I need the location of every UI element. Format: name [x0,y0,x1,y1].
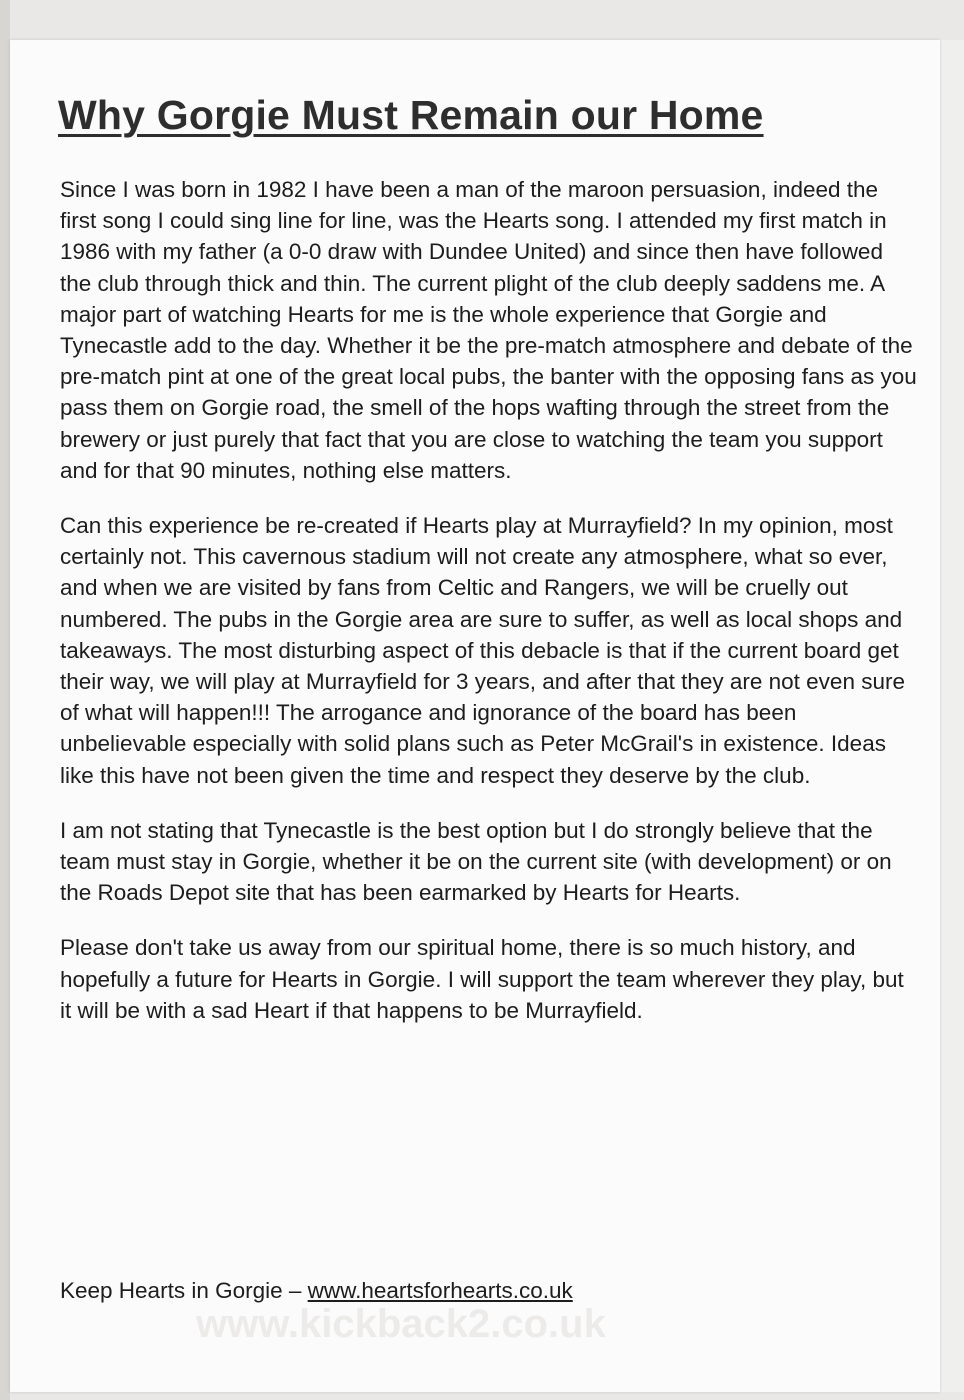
footer-line [60,1278,573,1304]
article-title: Why Gorgie Must Remain our Home [58,92,764,138]
paragraph-2: Can this experience be re-created if Hearts play at Murrayfield? In my opinion, most certainly not. This cavernous stadium will not create any atmosphere, what so ever, and when we are visited by fans from Celtic and Rangers, we will be cruelly out numbered. The pubs in the Gorgie area are sure to suffer, as well as local shops and takeaways. The most disturbing aspect of this debacle is that if the current board get their way, we will play at Murrayfield for 3 years, and after that they are not even sure of what will happen!!! The arrogance and ignorance of the board has been unbelievable especially with solid plans such as Peter McGrail's in existence. Ideas like this have not been given the time and respect they deserve by the club. [60,513,905,788]
website-link[interactable]: www.heartsforhearts.co.uk [307,1278,573,1303]
paragraph-4: Please don't take us away from our spiritual home, there is so much history, and hopefully a future for Hearts in Gorgie. I will support the team wherever they play, but it will be with a sad Heart if that happens to be Murrayfield. [60,935,904,1023]
show-through-text: www.kickback2.co.uk [196,1302,606,1346]
paragraph-3: I am not stating that Tynecastle is the best option but I do strongly believe that the team must stay in Gorgie, whether it be on the current site (with development) or on the Roads Depot site that has been earmarked by Hearts for Hearts. [60,817,892,906]
paragraph-1: Since I was born in 1982 I have been a man of the maroon persuasion, indeed the first song I could sing line for line, was the Hearts song. I attended my first match in 1986 with my father (a 0-0 draw with Dundee United) and since then have followed the club through thick and thin. The current plight of the club deeply saddens me. A major part of watching Hearts for me is the whole experience that Gorgie and Tynecastle add to the day. Whether it be the pre-match atmosphere and debate of the pre-match pint at one of the great local pubs, the banter with the opposing fans as you pass them on Gorgie road, the smell of the hops wafting through the street from the brewery or just purely that fact that you are close to watching the team you support and for that 90 minutes, nothing else matters. [60,177,917,483]
binding-spine [0,0,10,1400]
article-body [60,174,920,1050]
footer-text: Keep Hearts in Gorgie – [60,1278,308,1303]
page-edge [940,40,964,1392]
document-page [10,40,940,1392]
